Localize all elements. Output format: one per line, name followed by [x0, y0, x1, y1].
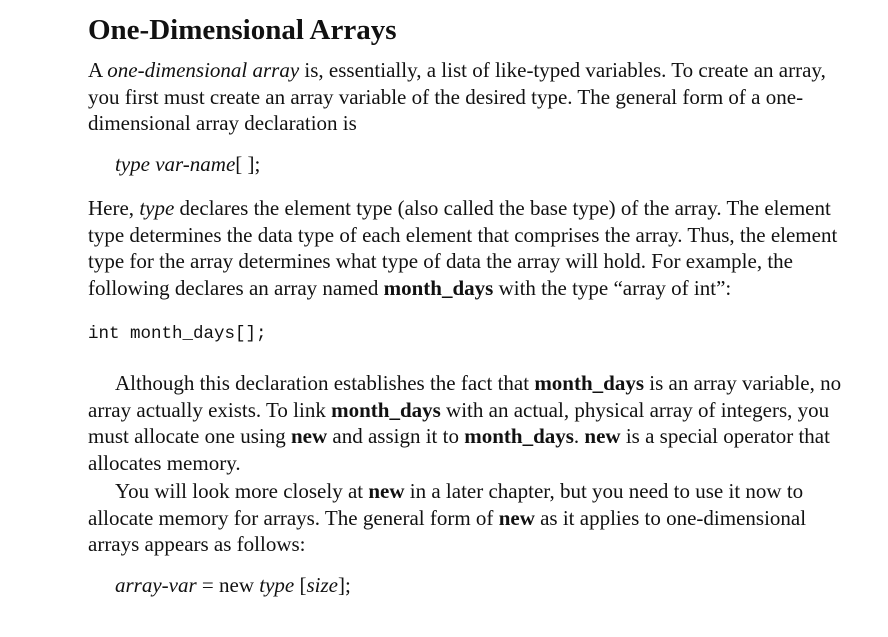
intro-text-2: is, essentially, a list of like-typed variables. To create an array, you first must create an array variable of the desired type. The general form of a one-dimensional array declaration is — [88, 58, 826, 135]
you-text-2: in a later chapter, but you need to use it now to allocate memory for arrays. The general form of — [88, 479, 804, 530]
syntax-var-name: var-name — [155, 151, 236, 176]
intro-paragraph — [88, 57, 848, 137]
syntax2-type: type — [259, 572, 295, 597]
syntax-brackets: [ ]; — [235, 151, 261, 176]
document-page — [88, 0, 848, 598]
you-text-1: You will look more closely at — [115, 479, 369, 503]
here-text-1: Here, — [88, 196, 140, 220]
intro-text-1: A — [88, 58, 108, 82]
here-text-2: declares the element type (also called the base type) of the array. The element type determines the data type of each element that comprises the array. Thus, the element type for the array determines what type of data the array will hold. For example, the following declares an array named — [88, 196, 838, 300]
although-text-2: is an array variable, no array actually exists. To link — [88, 371, 842, 422]
although-text-3: with an actual, physical array of integers, you must allocate one using — [88, 397, 830, 448]
syntax2-size: size — [306, 572, 338, 597]
declaration-syntax — [88, 151, 848, 178]
syntax2-array-var: array-var — [115, 572, 197, 597]
although-bold-1: month_days — [534, 371, 645, 395]
syntax2-close: ]; — [337, 572, 351, 597]
although-bold-4: month_days — [464, 424, 574, 448]
although-bold-2: month_days — [331, 397, 441, 422]
you-bold-2: new — [498, 505, 535, 530]
intro-term: one-dimensional array — [107, 58, 300, 82]
although-text-1: Although this declaration establishes the fact that — [115, 371, 535, 395]
although-text-6: is a special operator that allocates memory. — [88, 424, 830, 475]
allocation-syntax — [88, 572, 848, 599]
here-term-month-days: month_days — [383, 275, 494, 300]
here-paragraph — [88, 195, 848, 301]
although-paragraph — [88, 370, 848, 476]
although-text-5: . — [573, 424, 585, 448]
here-text-3: with the type “array of int”: — [493, 275, 732, 300]
although-bold-3: new — [290, 424, 328, 448]
although-bold-5: new — [584, 424, 621, 448]
code-snippet: int month_days[]; — [88, 324, 267, 344]
here-term-type: type — [139, 196, 175, 220]
syntax2-open-bracket: [ — [294, 572, 307, 597]
you-paragraph — [88, 478, 848, 558]
section-heading: One-Dimensional Arrays — [88, 14, 397, 46]
syntax2-equals-new: = new — [196, 572, 260, 597]
although-text-4: and assign it to — [327, 424, 465, 448]
syntax-type: type — [115, 151, 150, 176]
you-text-3: as it applies to one-dimensional arrays appears as follows: — [88, 505, 807, 556]
you-bold-1: new — [368, 479, 405, 503]
